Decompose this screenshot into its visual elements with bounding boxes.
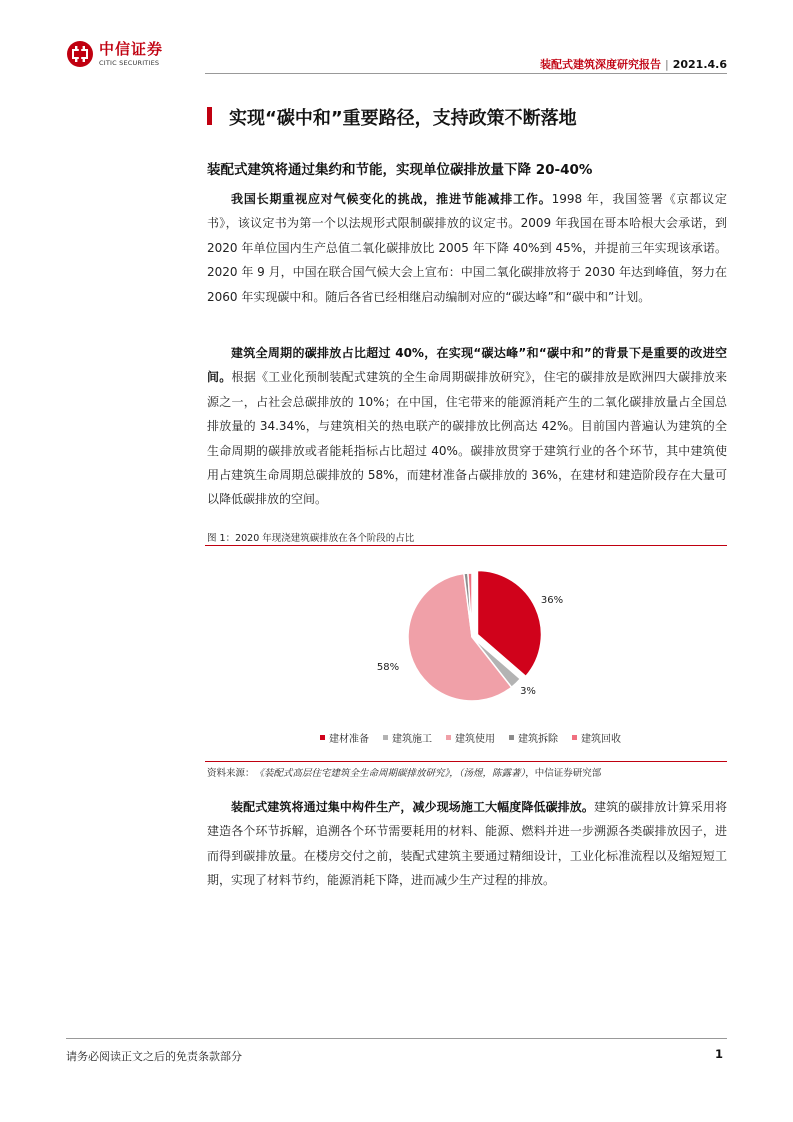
report-header xyxy=(540,56,727,72)
paragraph-1-lead: 我国长期重视应对气候变化的挑战，推进节能减排工作。 xyxy=(231,192,552,206)
legend-swatch-materials xyxy=(320,735,325,740)
chart-legend xyxy=(320,730,621,745)
pie-chart xyxy=(376,565,564,710)
legend-label-construction: 建筑施工 xyxy=(392,734,432,745)
legend-item-demolition xyxy=(509,730,558,745)
pie-label-materials: 36% xyxy=(540,595,564,606)
page-number: 1 xyxy=(714,1047,723,1061)
paragraph-3-lead: 装配式建筑将通过集中构件生产，减少现场施工大幅度降低碳排放。 xyxy=(231,800,594,814)
legend-label-usage: 建筑使用 xyxy=(455,734,495,745)
report-date: 2021.4.6 xyxy=(672,58,727,71)
legend-label-recycling: 建筑回收 xyxy=(581,734,621,745)
figure-bottom-rule xyxy=(205,761,727,762)
paragraph-2-lead: 建筑全周期的碳排放占比超过 40%，在实现“碳达峰”和“碳中和”的背景下是重要的改进空间。 xyxy=(207,346,727,385)
pie-label-usage: 58% xyxy=(376,662,400,673)
source-reference: 《装配式高层住宅建筑全生命周期碳排放研究》，（汤煜，陈露著） xyxy=(254,768,526,779)
report-title: 装配式建筑深度研究报告 xyxy=(540,58,661,71)
footer-divider xyxy=(66,1038,727,1039)
legend-item-construction xyxy=(383,730,432,745)
section-marker xyxy=(207,107,212,125)
source-label: 资料来源： xyxy=(207,768,255,779)
paragraph-3 xyxy=(207,795,727,893)
pie-label-construction: 3% xyxy=(520,686,536,697)
legend-item-materials xyxy=(320,730,369,745)
source-org: ，中信证券研究部 xyxy=(525,768,602,779)
legend-swatch-construction xyxy=(383,735,388,740)
header-separator: | xyxy=(665,58,669,71)
citic-logo-icon xyxy=(66,40,94,68)
header-divider xyxy=(205,73,727,74)
legend-label-demolition: 建筑拆除 xyxy=(518,734,558,745)
legend-item-usage xyxy=(446,730,495,745)
paragraph-3-body: 建筑的碳排放计算采用将建造各个环节拆解，追溯各个环节需要耗用的材料、能源、燃料并进一步溯源各类碳排放因子，进而得到碳排放量。在楼房交付之前，装配式建筑主要通过精细设计，工业化标准流程以及缩短短工期，实现了材料节约，能源消耗下降，进而减少生产过程的排放。 xyxy=(207,800,727,888)
legend-label-materials: 建材准备 xyxy=(329,734,369,745)
paragraph-2-body: 根据《工业化预制装配式建筑的全生命周期碳排放研究》，住宅的碳排放是欧洲四大碳排放来源之一，占社会总碳排放的 10%；在中国，住宅带来的能源消耗产生的二氧化碳排放量占全国总排放量的 34.34%，与建筑相关的热电联产的碳排放比例高达 42%。目前国内普遍认为建筑的全生命周期的碳排放或者能耗指标占比超过 40%。碳排放贯穿于建筑行业的各个环节，其中建筑使用占建筑生命周期总碳排放的 58%，而建材准备占碳排放的 36%，在建材和建造阶段存在大量可以降低碳排放的空间。 xyxy=(207,370,727,507)
footer-disclaimer: 请务必阅读正文之后的免责条款部分 xyxy=(66,1050,242,1063)
figure-top-rule xyxy=(205,545,727,546)
paragraph-1-body: 1998 年，我国签署《京都议定书》，该议定书为第一个以法规形式限制碳排放的议定书。2009 年我国在哥本哈根大会承诺，到 2020 年单位国内生产总值二氧化碳排放比 2005 年下降 40%到 45%，并提前三年实现该承诺。2020 年 9 月，中国在联合国气候大会上宣布：中国二氧化碳排放将于 2030 年达到峰值，努力在 2060 年实现碳中和。随后各省已经相继启动编制对应的“碳达峰”和“碳中和”计划。 xyxy=(207,192,727,304)
company-logo xyxy=(66,40,163,68)
legend-swatch-demolition xyxy=(509,735,514,740)
figure-source xyxy=(207,765,601,779)
logo-text-en: CITIC SECURITIES xyxy=(99,58,160,67)
legend-swatch-usage xyxy=(446,735,451,740)
logo-text-cn: 中信证券 xyxy=(99,39,164,58)
legend-item-recycling xyxy=(572,730,621,745)
paragraph-1 xyxy=(207,187,727,309)
figure-caption: 图 1：2020 年现浇建筑碳排放在各个阶段的占比 xyxy=(207,533,415,544)
legend-swatch-recycling xyxy=(572,735,577,740)
paragraph-2 xyxy=(207,341,727,512)
section-title: 实现“碳中和”重要路径，支持政策不断落地 xyxy=(229,108,577,129)
sub-title: 装配式建筑将通过集约和节能，实现单位碳排放量下降 20-40% xyxy=(207,162,593,178)
